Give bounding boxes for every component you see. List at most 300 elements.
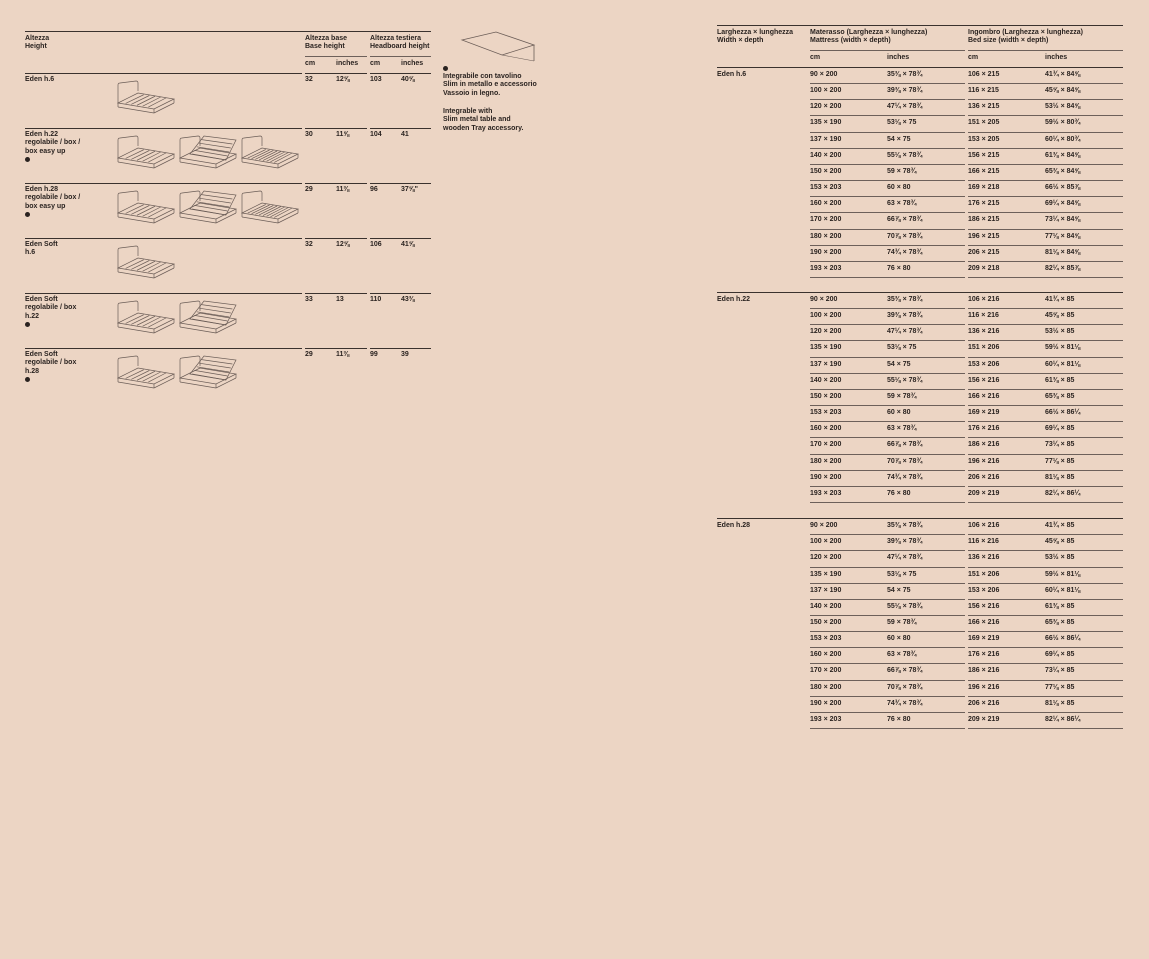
size-row-rule bbox=[810, 212, 965, 213]
tray-table-icon bbox=[462, 30, 538, 64]
size-row-rule bbox=[968, 567, 1123, 568]
head-cm-label: cm bbox=[370, 60, 381, 67]
group-name: Eden h.28 bbox=[717, 522, 751, 529]
bed-size-inches: 59½ × 81⅛ bbox=[1045, 570, 1081, 578]
left-row-rule bbox=[305, 73, 367, 74]
mattress-inches: 39⅜ × 78¾ bbox=[887, 312, 923, 320]
size-row-rule bbox=[968, 647, 1123, 648]
size-row-rule bbox=[968, 583, 1123, 584]
size-row-rule bbox=[810, 550, 965, 551]
mattress-cm: 120 × 200 bbox=[810, 103, 842, 111]
note-marker-icon bbox=[25, 157, 30, 164]
mattress-inches: 47¼ × 78¾ bbox=[887, 103, 923, 111]
size-row-rule bbox=[968, 470, 1123, 471]
bed-size-cm: 186 × 216 bbox=[968, 441, 1000, 449]
mattress-cm: 90 × 200 bbox=[810, 296, 838, 303]
left-row-rule bbox=[305, 128, 367, 129]
bed-size-inches: 77⅛ × 85 bbox=[1045, 457, 1075, 465]
bed-size-cm: 156 × 216 bbox=[968, 602, 1000, 610]
bed-inches-label: inches bbox=[1045, 54, 1068, 61]
size-row-rule bbox=[810, 245, 965, 246]
bed-size-inches: 60¼ × 81⅛ bbox=[1045, 586, 1081, 594]
bed-size-inches: 81⅛ × 85 bbox=[1045, 699, 1075, 707]
base-height-cm: 33 bbox=[305, 296, 313, 303]
bed-size-cm: 106 × 216 bbox=[968, 296, 1000, 303]
mattress-inches: 47¼ × 78¾ bbox=[887, 328, 923, 336]
note-marker-icon bbox=[25, 322, 30, 329]
left-row-rule bbox=[25, 73, 302, 74]
left-row-rule bbox=[305, 183, 367, 184]
size-row-rule bbox=[810, 454, 965, 455]
size-row-rule bbox=[968, 373, 1123, 374]
model-name: Eden h.22 regolabile / box / box easy up bbox=[25, 131, 81, 155]
mattress-inches: 59 × 78¾ bbox=[887, 392, 917, 400]
bed-size-cm: 116 × 215 bbox=[968, 87, 999, 95]
mattress-inches: 74¾ × 78¾ bbox=[887, 248, 923, 256]
bed-size-inches: 53½ × 84⅝ bbox=[1045, 103, 1081, 111]
mattress-cm: 160 × 200 bbox=[810, 651, 842, 659]
mattress-cm: 190 × 200 bbox=[810, 248, 842, 256]
bed-size-cm: 176 × 216 bbox=[968, 651, 1000, 659]
left-row-rule bbox=[25, 238, 302, 239]
mattress-header: Materasso (Larghezza × lunghezza) Mattress (width × depth) bbox=[810, 29, 928, 45]
mattress-cm: 100 × 200 bbox=[810, 87, 842, 95]
base-height-cm: 29 bbox=[305, 186, 313, 193]
headboard-height-cm: 99 bbox=[370, 351, 378, 358]
mattress-inches: 55⅛ × 78¾ bbox=[887, 376, 923, 384]
bed-frame-icon bbox=[116, 81, 176, 117]
mattress-cm: 140 × 200 bbox=[810, 376, 842, 384]
mattress-cm: 180 × 200 bbox=[810, 683, 842, 691]
group-name: Eden h.6 bbox=[717, 71, 747, 78]
bed-size-cm: 136 × 216 bbox=[968, 554, 1000, 562]
bed-size-inches: 81⅛ × 84⅝ bbox=[1045, 248, 1081, 256]
mattress-inches: 76 × 80 bbox=[887, 715, 911, 723]
headboard-height-inches: 37⅝" bbox=[401, 186, 418, 193]
mattress-cm: 170 × 200 bbox=[810, 667, 842, 675]
mattress-cm: 180 × 200 bbox=[810, 232, 842, 240]
bed-size-inches: 82¼ × 85⅞ bbox=[1045, 264, 1081, 272]
bed-size-cm: 136 × 216 bbox=[968, 328, 1000, 336]
base-inches-label: inches bbox=[336, 60, 359, 67]
left-row-rule bbox=[370, 73, 431, 74]
mattress-inches: 70⅞ × 78¾ bbox=[887, 457, 923, 465]
mattress-inches: 66⅞ × 78¾ bbox=[887, 216, 923, 224]
mattress-inches: 60 × 80 bbox=[887, 184, 911, 191]
headboard-height-subrule bbox=[370, 56, 431, 57]
size-row-rule bbox=[810, 405, 965, 406]
headboard-height-inches: 41⅝ bbox=[401, 241, 415, 248]
mattress-inches: 35⅜ × 78¾ bbox=[887, 296, 923, 303]
size-row-rule bbox=[810, 502, 965, 503]
mattress-cm: 150 × 200 bbox=[810, 167, 842, 175]
left-row-rule bbox=[370, 128, 431, 129]
bed-size-inches: 69¼ × 85 bbox=[1045, 651, 1075, 659]
bed-frame-icon bbox=[116, 191, 176, 227]
mattress-inches: 54 × 75 bbox=[887, 135, 911, 143]
size-row-rule bbox=[968, 534, 1123, 535]
mattress-cm: 153 × 203 bbox=[810, 635, 842, 642]
bed-size-inches: 69¼ × 85 bbox=[1045, 425, 1075, 433]
mattress-inches: 54 × 75 bbox=[887, 360, 911, 368]
bed-size-cm: 209 × 218 bbox=[968, 264, 1000, 272]
headboard-height-inches: 40⅝ bbox=[401, 76, 415, 83]
mattress-cm: 120 × 200 bbox=[810, 328, 842, 336]
size-row-rule bbox=[810, 308, 965, 309]
size-row-rule bbox=[810, 115, 965, 116]
bed-size-inches: 53½ × 85 bbox=[1045, 328, 1075, 336]
mattress-cm: 137 × 190 bbox=[810, 360, 842, 368]
bed-size-cm: 169 × 218 bbox=[968, 184, 1000, 191]
size-row-rule bbox=[968, 437, 1123, 438]
left-row-rule bbox=[25, 183, 302, 184]
mattress-subrule bbox=[810, 50, 965, 51]
size-row-rule bbox=[968, 245, 1123, 246]
size-row-rule bbox=[810, 470, 965, 471]
left-table-top-rule bbox=[25, 31, 431, 32]
mattress-cm: 153 × 203 bbox=[810, 184, 842, 191]
mattress-cm: 135 × 190 bbox=[810, 119, 842, 127]
size-row-rule bbox=[968, 196, 1123, 197]
right-table-top-rule bbox=[717, 25, 1123, 26]
base-height-inches: 11⅝ bbox=[336, 131, 350, 138]
bed-size-inches: 77⅛ × 85 bbox=[1045, 683, 1075, 691]
size-row-rule bbox=[968, 615, 1123, 616]
base-height-cm: 30 bbox=[305, 131, 313, 138]
bed-size-cm: 176 × 215 bbox=[968, 200, 1000, 208]
bed-cm-label: cm bbox=[968, 54, 979, 61]
mattress-inches: 76 × 80 bbox=[887, 489, 911, 497]
mattress-inches: 60 × 80 bbox=[887, 409, 911, 416]
base-height-inches: 11⅜ bbox=[336, 351, 350, 358]
left-row-rule bbox=[25, 128, 302, 129]
bed-size-cm: 206 × 216 bbox=[968, 699, 1000, 707]
bed-size-inches: 66½ × 86¼ bbox=[1045, 409, 1081, 416]
size-row-rule bbox=[810, 421, 965, 422]
bed-size-cm: 206 × 215 bbox=[968, 248, 1000, 256]
note-marker-icon bbox=[25, 377, 30, 384]
base-cm-label: cm bbox=[305, 60, 316, 67]
size-row-rule bbox=[810, 389, 965, 390]
mattress-cm: 193 × 203 bbox=[810, 489, 842, 497]
size-row-rule bbox=[968, 357, 1123, 358]
group-rule bbox=[717, 67, 1123, 68]
bed-size-cm: 196 × 216 bbox=[968, 683, 1000, 691]
bed-size-inches: 73¼ × 84⅝ bbox=[1045, 216, 1081, 224]
base-height-cm: 32 bbox=[305, 241, 313, 248]
mattress-cm-label: cm bbox=[810, 54, 821, 61]
bed-size-cm: 196 × 215 bbox=[968, 232, 1000, 240]
size-row-rule bbox=[968, 308, 1123, 309]
bed-size-cm: 169 × 219 bbox=[968, 409, 1000, 416]
bed-slatted-icon bbox=[240, 191, 300, 227]
headboard-height-cm: 110 bbox=[370, 296, 382, 303]
mattress-cm: 140 × 200 bbox=[810, 602, 842, 610]
mattress-inches: 55⅛ × 78¾ bbox=[887, 602, 923, 610]
head-inches-label: inches bbox=[401, 60, 424, 67]
size-row-rule bbox=[968, 599, 1123, 600]
group-rule bbox=[717, 518, 1123, 519]
mattress-cm: 193 × 203 bbox=[810, 264, 842, 272]
left-row-rule bbox=[370, 348, 431, 349]
mattress-cm: 135 × 190 bbox=[810, 570, 842, 578]
bed-size-cm: 186 × 216 bbox=[968, 667, 1000, 675]
headboard-height-cm: 96 bbox=[370, 186, 378, 193]
size-row-rule bbox=[810, 437, 965, 438]
mattress-cm: 140 × 200 bbox=[810, 151, 842, 159]
mattress-cm: 170 × 200 bbox=[810, 441, 842, 449]
bed-size-cm: 186 × 215 bbox=[968, 216, 1000, 224]
size-row-rule bbox=[810, 599, 965, 600]
size-row-rule bbox=[810, 132, 965, 133]
bed-size-inches: 59½ × 81⅛ bbox=[1045, 344, 1081, 352]
left-row-rule bbox=[305, 238, 367, 239]
bed-size-inches: 41¾ × 85 bbox=[1045, 522, 1075, 529]
size-row-rule bbox=[810, 567, 965, 568]
mattress-inches: 35⅜ × 78¾ bbox=[887, 522, 923, 529]
bed-size-cm: 153 × 206 bbox=[968, 360, 1000, 368]
left-row-rule bbox=[370, 238, 431, 239]
mattress-cm: 160 × 200 bbox=[810, 200, 842, 208]
bed-size-cm: 196 × 216 bbox=[968, 457, 1000, 465]
mattress-inches: 53⅛ × 75 bbox=[887, 344, 917, 352]
bed-size-inches: 82¼ × 86¼ bbox=[1045, 715, 1081, 723]
headboard-height-inches: 41 bbox=[401, 131, 409, 138]
bed-size-subrule bbox=[968, 50, 1123, 51]
bed-size-header: Ingombro (Larghezza × lunghezza) Bed size (width × depth) bbox=[968, 29, 1083, 45]
mattress-inches: 59 × 78¾ bbox=[887, 167, 917, 175]
mattress-inches: 63 × 78¾ bbox=[887, 651, 917, 659]
size-row-rule bbox=[810, 148, 965, 149]
size-row-rule bbox=[968, 148, 1123, 149]
bed-size-inches: 60¼ × 81⅛ bbox=[1045, 360, 1081, 368]
size-row-rule bbox=[968, 696, 1123, 697]
bed-size-cm: 153 × 206 bbox=[968, 586, 1000, 594]
size-row-rule bbox=[968, 324, 1123, 325]
size-row-rule bbox=[968, 728, 1123, 729]
size-row-rule bbox=[968, 164, 1123, 165]
size-row-rule bbox=[810, 277, 965, 278]
mattress-inches: 39⅜ × 78¾ bbox=[887, 87, 923, 95]
left-row-rule bbox=[370, 293, 431, 294]
bed-size-cm: 116 × 216 bbox=[968, 312, 999, 320]
size-row-rule bbox=[810, 583, 965, 584]
mattress-cm: 190 × 200 bbox=[810, 699, 842, 707]
size-header: Larghezza × lunghezza Width × depth bbox=[717, 29, 794, 45]
size-row-rule bbox=[968, 115, 1123, 116]
size-row-rule bbox=[810, 340, 965, 341]
bed-size-cm: 206 × 216 bbox=[968, 473, 1000, 481]
size-row-rule bbox=[968, 212, 1123, 213]
mattress-inches: 39⅜ × 78¾ bbox=[887, 538, 923, 546]
mattress-inches: 59 × 78¾ bbox=[887, 618, 917, 626]
mattress-inches-label: inches bbox=[887, 54, 910, 61]
size-row-rule bbox=[968, 180, 1123, 181]
mattress-inches: 53⅛ × 75 bbox=[887, 570, 917, 578]
size-row-rule bbox=[968, 486, 1123, 487]
mattress-cm: 135 × 190 bbox=[810, 344, 842, 352]
headboard-height-cm: 104 bbox=[370, 131, 382, 138]
mattress-cm: 90 × 200 bbox=[810, 522, 838, 529]
left-row-rule bbox=[305, 348, 367, 349]
mattress-cm: 153 × 203 bbox=[810, 409, 842, 416]
size-row-rule bbox=[810, 83, 965, 84]
model-name: Eden h.28 regolabile / box / box easy up bbox=[25, 186, 81, 210]
bed-box-open-icon bbox=[178, 191, 238, 227]
bed-size-inches: 65⅜ × 85 bbox=[1045, 618, 1075, 626]
bed-size-inches: 77⅛ × 84⅝ bbox=[1045, 232, 1081, 240]
mattress-cm: 190 × 200 bbox=[810, 473, 842, 481]
mattress-cm: 120 × 200 bbox=[810, 554, 842, 562]
bed-frame-icon bbox=[116, 356, 176, 392]
mattress-inches: 55⅛ × 78¾ bbox=[887, 151, 923, 159]
mattress-inches: 53⅛ × 75 bbox=[887, 119, 917, 127]
mattress-inches: 54 × 75 bbox=[887, 586, 911, 594]
mattress-inches: 60 × 80 bbox=[887, 635, 911, 642]
bed-size-cm: 116 × 216 bbox=[968, 538, 999, 546]
bed-size-inches: 53½ × 85 bbox=[1045, 554, 1075, 562]
mattress-cm: 150 × 200 bbox=[810, 392, 842, 400]
mattress-inches: 76 × 80 bbox=[887, 264, 911, 272]
bed-size-inches: 65⅜ × 85 bbox=[1045, 392, 1075, 400]
mattress-inches: 70⅞ × 78¾ bbox=[887, 683, 923, 691]
bed-size-inches: 61⅜ × 85 bbox=[1045, 602, 1075, 610]
left-row-rule bbox=[25, 293, 302, 294]
bed-size-inches: 61⅜ × 85 bbox=[1045, 376, 1075, 384]
bed-size-inches: 65⅜ × 84⅝ bbox=[1045, 167, 1081, 175]
size-row-rule bbox=[810, 164, 965, 165]
headboard-height-inches: 43⅜ bbox=[401, 296, 415, 303]
bed-size-cm: 151 × 205 bbox=[968, 119, 1000, 127]
size-row-rule bbox=[968, 229, 1123, 230]
bed-size-cm: 166 × 215 bbox=[968, 167, 1000, 175]
group-name: Eden h.22 bbox=[717, 296, 751, 303]
accessory-note-it: Integrabile con tavolino Slim in metallo e accessorio Vassoio in legno. bbox=[443, 73, 537, 97]
model-name: Eden Soft h.6 bbox=[25, 241, 58, 257]
size-row-rule bbox=[968, 389, 1123, 390]
size-row-rule bbox=[968, 502, 1123, 503]
bed-size-cm: 156 × 216 bbox=[968, 376, 1000, 384]
mattress-cm: 170 × 200 bbox=[810, 216, 842, 224]
headboard-height-cm: 103 bbox=[370, 76, 382, 83]
size-row-rule bbox=[968, 340, 1123, 341]
left-row-rule bbox=[305, 293, 367, 294]
bed-slatted-icon bbox=[240, 136, 300, 172]
bed-frame-icon bbox=[116, 301, 176, 337]
bed-size-inches: 81⅛ × 85 bbox=[1045, 473, 1075, 481]
base-height-subrule bbox=[305, 56, 367, 57]
bed-size-cm: 136 × 215 bbox=[968, 103, 1000, 111]
base-height-inches: 11⅜ bbox=[336, 186, 350, 193]
bed-size-inches: 61⅜ × 84⅝ bbox=[1045, 151, 1081, 159]
size-row-rule bbox=[810, 99, 965, 100]
size-row-rule bbox=[810, 196, 965, 197]
mattress-cm: 137 × 190 bbox=[810, 135, 842, 143]
bed-size-inches: 60¼ × 80¾ bbox=[1045, 135, 1081, 143]
base-height-cm: 32 bbox=[305, 76, 313, 83]
mattress-cm: 137 × 190 bbox=[810, 586, 842, 594]
bed-size-inches: 59½ × 80¾ bbox=[1045, 119, 1081, 127]
size-row-rule bbox=[968, 680, 1123, 681]
bed-size-cm: 153 × 205 bbox=[968, 135, 1000, 143]
size-row-rule bbox=[810, 663, 965, 664]
left-row-rule bbox=[25, 348, 302, 349]
size-row-rule bbox=[810, 180, 965, 181]
bed-size-inches: 66½ × 86¼ bbox=[1045, 635, 1081, 642]
size-row-rule bbox=[968, 132, 1123, 133]
bed-box-open-icon bbox=[178, 136, 238, 172]
mattress-inches: 63 × 78¾ bbox=[887, 425, 917, 433]
size-row-rule bbox=[968, 421, 1123, 422]
size-row-rule bbox=[810, 680, 965, 681]
base-height-inches: 12⅝ bbox=[336, 76, 350, 83]
size-row-rule bbox=[968, 83, 1123, 84]
bed-size-inches: 41¾ × 85 bbox=[1045, 296, 1075, 303]
size-row-rule bbox=[810, 534, 965, 535]
base-height-header: Altezza base Base height bbox=[305, 35, 348, 51]
bed-size-cm: 169 × 219 bbox=[968, 635, 1000, 642]
headboard-height-inches: 39 bbox=[401, 351, 409, 358]
mattress-inches: 35⅜ × 78¾ bbox=[887, 71, 923, 78]
mattress-inches: 74¾ × 78¾ bbox=[887, 699, 923, 707]
model-name: Eden h.6 bbox=[25, 76, 55, 83]
size-row-rule bbox=[968, 454, 1123, 455]
size-row-rule bbox=[810, 615, 965, 616]
base-height-inches: 13 bbox=[336, 296, 344, 303]
bed-size-cm: 209 × 219 bbox=[968, 489, 1000, 497]
size-row-rule bbox=[968, 405, 1123, 406]
bed-size-cm: 166 × 216 bbox=[968, 392, 1000, 400]
headboard-height-cm: 106 bbox=[370, 241, 382, 248]
bed-size-inches: 41¾ × 84⅝ bbox=[1045, 71, 1081, 78]
bed-box-open-icon bbox=[178, 301, 238, 337]
bed-size-inches: 45⅝ × 85 bbox=[1045, 538, 1075, 546]
mattress-cm: 100 × 200 bbox=[810, 312, 842, 320]
model-name: Eden Soft regolabile / box h.28 bbox=[25, 351, 77, 375]
size-row-rule bbox=[810, 647, 965, 648]
mattress-inches: 66⅞ × 78¾ bbox=[887, 667, 923, 675]
mattress-inches: 66⅞ × 78¾ bbox=[887, 441, 923, 449]
size-row-rule bbox=[968, 712, 1123, 713]
bed-box-open-icon bbox=[178, 356, 238, 392]
group-rule bbox=[717, 292, 1123, 293]
bed-size-cm: 176 × 216 bbox=[968, 425, 1000, 433]
left-row-rule bbox=[370, 183, 431, 184]
bed-size-cm: 106 × 215 bbox=[968, 71, 1000, 78]
model-name: Eden Soft regolabile / box h.22 bbox=[25, 296, 77, 320]
bed-size-cm: 166 × 216 bbox=[968, 618, 1000, 626]
bed-frame-icon bbox=[116, 246, 176, 282]
bed-size-inches: 69¼ × 84⅝ bbox=[1045, 200, 1081, 208]
base-height-inches: 12⅝ bbox=[336, 241, 350, 248]
mattress-inches: 74¾ × 78¾ bbox=[887, 473, 923, 481]
mattress-cm: 193 × 203 bbox=[810, 715, 842, 723]
note-marker-icon bbox=[25, 212, 30, 219]
size-row-rule bbox=[968, 663, 1123, 664]
size-row-rule bbox=[810, 373, 965, 374]
bed-size-inches: 66½ × 85⅞ bbox=[1045, 184, 1081, 191]
size-row-rule bbox=[968, 550, 1123, 551]
mattress-cm: 180 × 200 bbox=[810, 457, 842, 465]
height-header: Altezza Height bbox=[25, 35, 50, 51]
bed-size-inches: 45⅝ × 84⅝ bbox=[1045, 87, 1081, 95]
size-row-rule bbox=[810, 696, 965, 697]
note-marker-icon bbox=[443, 66, 448, 73]
bed-size-cm: 156 × 215 bbox=[968, 151, 1000, 159]
size-row-rule bbox=[810, 357, 965, 358]
mattress-inches: 70⅞ × 78¾ bbox=[887, 232, 923, 240]
size-row-rule bbox=[968, 99, 1123, 100]
